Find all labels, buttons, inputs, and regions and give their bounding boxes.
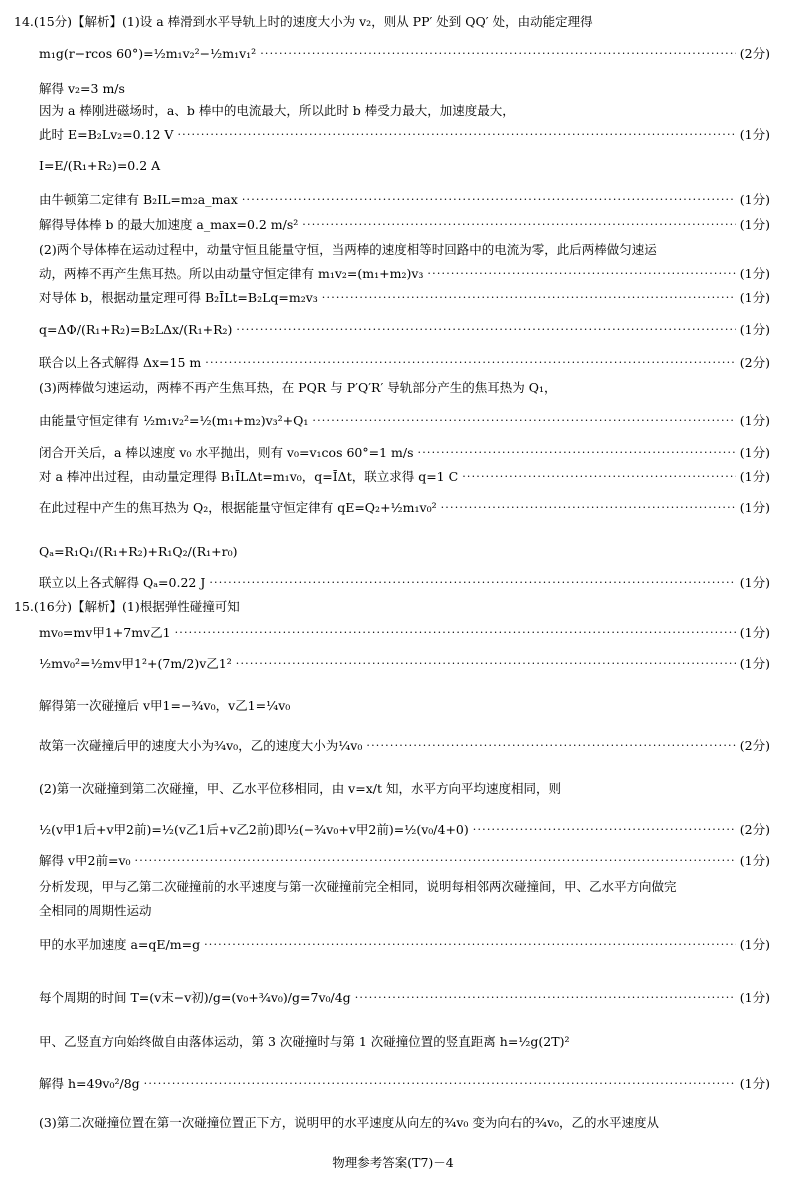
score-label: (1分) bbox=[739, 625, 770, 640]
page-footer: 物理参考答案(T7)－4 bbox=[332, 1155, 454, 1170]
solution-line bbox=[39, 1076, 770, 1092]
solution-line bbox=[39, 500, 770, 516]
score-label: (2分) bbox=[739, 738, 770, 753]
solution-line bbox=[39, 544, 770, 560]
line-text: 动，两棒不再产生焦耳热。所以由动量守恒定律有 m₁v₂=(m₁+m₂)v₃ bbox=[39, 266, 424, 281]
score-label: (1分) bbox=[739, 266, 770, 281]
line-text: 因为 a 棒刚进磁场时，a、b 棒中的电流最大，所以此时 b 棒受力最大，加速度最大， bbox=[39, 103, 515, 118]
solution-line bbox=[39, 290, 770, 306]
score-label: (1分) bbox=[739, 500, 770, 515]
solution-line bbox=[39, 822, 770, 838]
line-text: (2)两个导体棒在运动过程中，动量守恒且能量守恒，当两棒的速度相等时回路中的电流为零，此后两棒做匀速运 bbox=[39, 242, 657, 257]
leader-dots bbox=[260, 46, 736, 62]
score-label: (1分) bbox=[739, 990, 770, 1005]
line-text: 解得 v₂=3 m/s bbox=[39, 81, 125, 96]
leader-dots bbox=[441, 500, 736, 516]
leader-dots bbox=[144, 1076, 736, 1092]
leader-dots bbox=[135, 853, 736, 869]
line-text: 甲的水平加速度 a=qE/m=g bbox=[39, 937, 201, 952]
score-label: (1分) bbox=[739, 853, 770, 868]
leader-dots bbox=[302, 217, 735, 233]
score-label: (1分) bbox=[739, 192, 770, 207]
score-label: (2分) bbox=[739, 822, 770, 837]
line-text: 全相同的周期性运动 bbox=[39, 903, 152, 918]
solution-line bbox=[39, 879, 770, 895]
solution-line bbox=[39, 990, 770, 1006]
leader-dots bbox=[175, 625, 736, 641]
solution-line bbox=[39, 445, 770, 461]
line-text: I=E/(R₁+R₂)=0.2 A bbox=[39, 158, 161, 173]
line-text: 每个周期的时间 T=(v末−v初)/g=(v₀+¾v₀)/g=7v₀/4g bbox=[39, 990, 351, 1005]
score-label: (1分) bbox=[739, 1076, 770, 1091]
line-text: Qₐ=R₁Q₁/(R₁+R₂)+R₁Q₂/(R₁+r₀) bbox=[39, 544, 238, 559]
leader-dots bbox=[236, 656, 736, 672]
line-text: 在此过程中产生的焦耳热为 Q₂，根据能量守恒定律有 qE=Q₂+½m₁v₀² bbox=[39, 500, 437, 515]
solution-line bbox=[39, 322, 770, 338]
score-label: (1分) bbox=[739, 290, 770, 305]
solution-line bbox=[39, 1034, 770, 1050]
solution-line bbox=[39, 1115, 770, 1131]
solution-line bbox=[39, 469, 770, 485]
solution-line bbox=[39, 192, 770, 208]
solution-line bbox=[39, 781, 770, 797]
score-label: (2分) bbox=[739, 46, 770, 61]
leader-dots bbox=[462, 469, 736, 485]
line-text: 解得 h=49v₀²/8g bbox=[39, 1076, 140, 1091]
score-label: (1分) bbox=[739, 469, 770, 484]
line-text: ½(v甲1后+v甲2前)=½(v乙1后+v乙2前)即½(−¾v₀+v甲2前)=½(v₀/4+0) bbox=[39, 822, 469, 837]
solution-line bbox=[39, 217, 770, 233]
solution-line bbox=[39, 698, 770, 714]
line-text: q=ΔΦ/(R₁+R₂)=B₂LΔx/(R₁+R₂) bbox=[39, 322, 233, 337]
line-text: 闭合开关后，a 棒以速度 v₀ 水平抛出，则有 v₀=v₁cos 60°=1 m/s bbox=[39, 445, 414, 460]
solution-line bbox=[39, 903, 770, 919]
line-text: 15.(16分)【解析】(1)根据弹性碰撞可知 bbox=[14, 599, 240, 614]
line-text: 14.(15分)【解析】(1)设 a 棒滑到水平导轨上时的速度大小为 v₂，则从 PP′ 处到 QQ′ 处，由动能定理得 bbox=[14, 14, 593, 29]
solution-line bbox=[39, 158, 770, 174]
leader-dots bbox=[205, 355, 736, 371]
leader-dots bbox=[242, 192, 736, 208]
score-label: (1分) bbox=[739, 445, 770, 460]
leader-dots bbox=[209, 575, 735, 591]
score-label: (1分) bbox=[739, 217, 770, 232]
leader-dots bbox=[177, 127, 735, 143]
score-label: (1分) bbox=[739, 656, 770, 671]
solution-line bbox=[39, 937, 770, 953]
solution-line bbox=[39, 575, 770, 591]
line-text: mv₀=mv甲1+7mv乙1 bbox=[39, 625, 171, 640]
score-label: (1分) bbox=[739, 322, 770, 337]
leader-dots bbox=[312, 413, 735, 429]
leader-dots bbox=[322, 290, 736, 306]
line-text: 解得 v甲2前=v₀ bbox=[39, 853, 131, 868]
solution-line bbox=[39, 103, 770, 119]
line-text: 故第一次碰撞后甲的速度大小为¾v₀，乙的速度大小为¼v₀ bbox=[39, 738, 363, 753]
line-text: 解得导体棒 b 的最大加速度 a_max=0.2 m/s² bbox=[39, 217, 299, 232]
score-label: (1分) bbox=[739, 575, 770, 590]
line-text: 联立以上各式解得 Qₐ=0.22 J bbox=[39, 575, 206, 590]
solution-line bbox=[39, 127, 770, 143]
leader-dots bbox=[427, 266, 735, 282]
line-text: (3)第二次碰撞位置在第一次碰撞位置正下方，说明甲的水平速度从向左的¾v₀ 变为向右的¾v₀，乙的水平速度从 bbox=[39, 1115, 660, 1130]
solution-line bbox=[39, 380, 770, 396]
line-text: (2)第一次碰撞到第二次碰撞，甲、乙水平位移相同，由 v=x/t 知，水平方向平均速度相同，则 bbox=[39, 781, 561, 796]
leader-dots bbox=[418, 445, 736, 461]
solution-line bbox=[39, 242, 770, 258]
line-text: 分析发现，甲与乙第二次碰撞前的水平速度与第一次碰撞前完全相同，说明每相邻两次碰撞间，甲、乙水平方向做完 bbox=[39, 879, 677, 894]
line-text: 对导体 b，根据动量定理可得 B₂ĪLt=B₂Lq=m₂v₃ bbox=[39, 290, 318, 305]
solution-line bbox=[39, 355, 770, 371]
solution-line bbox=[39, 853, 770, 869]
line-text: 此时 E=B₂Lv₂=0.12 V bbox=[39, 127, 174, 142]
solution-line bbox=[39, 625, 770, 641]
solution-line bbox=[14, 14, 770, 30]
leader-dots bbox=[473, 822, 736, 838]
score-label: (1分) bbox=[739, 413, 770, 428]
line-text: 联合以上各式解得 Δx=15 m bbox=[39, 355, 202, 370]
line-text: m₁g(r−rcos 60°)=½m₁v₂²−½m₁v₁² bbox=[39, 46, 257, 61]
solution-line bbox=[39, 656, 770, 672]
line-text: 甲、乙竖直方向始终做自由落体运动，第 3 次碰撞时与第 1 次碰撞位置的竖直距离 h=½g(2T)² bbox=[39, 1034, 570, 1049]
solution-line bbox=[39, 266, 770, 282]
solution-line bbox=[39, 81, 770, 97]
solution-line bbox=[14, 599, 770, 615]
score-label: (2分) bbox=[739, 355, 770, 370]
line-text: (3)两棒做匀速运动，两棒不再产生焦耳热，在 PQR 与 P′Q′R′ 导轨部分产生的焦耳热为 Q₁， bbox=[39, 380, 557, 395]
line-text: 由能量守恒定律有 ½m₁v₂²=½(m₁+m₂)v₃²+Q₁ bbox=[39, 413, 309, 428]
leader-dots bbox=[204, 937, 736, 953]
solution-line bbox=[39, 413, 770, 429]
line-text: 对 a 棒冲出过程，由动量定理得 B₁ĪLΔt=m₁v₀，q=ĪΔt，联立求得 q=1 C bbox=[39, 469, 459, 484]
score-label: (1分) bbox=[739, 937, 770, 952]
line-text: 由牛顿第二定律有 B₂IL=m₂a_max bbox=[39, 192, 238, 207]
leader-dots bbox=[355, 990, 736, 1006]
line-text: 解得第一次碰撞后 v甲1=−¾v₀，v乙1=¼v₀ bbox=[39, 698, 291, 713]
leader-dots bbox=[366, 738, 735, 754]
solution-line bbox=[39, 738, 770, 754]
line-text: ½mv₀²=½mv甲1²+(7m/2)v乙1² bbox=[39, 656, 232, 671]
leader-dots bbox=[236, 322, 735, 338]
score-label: (1分) bbox=[739, 127, 770, 142]
solution-line bbox=[39, 46, 770, 62]
